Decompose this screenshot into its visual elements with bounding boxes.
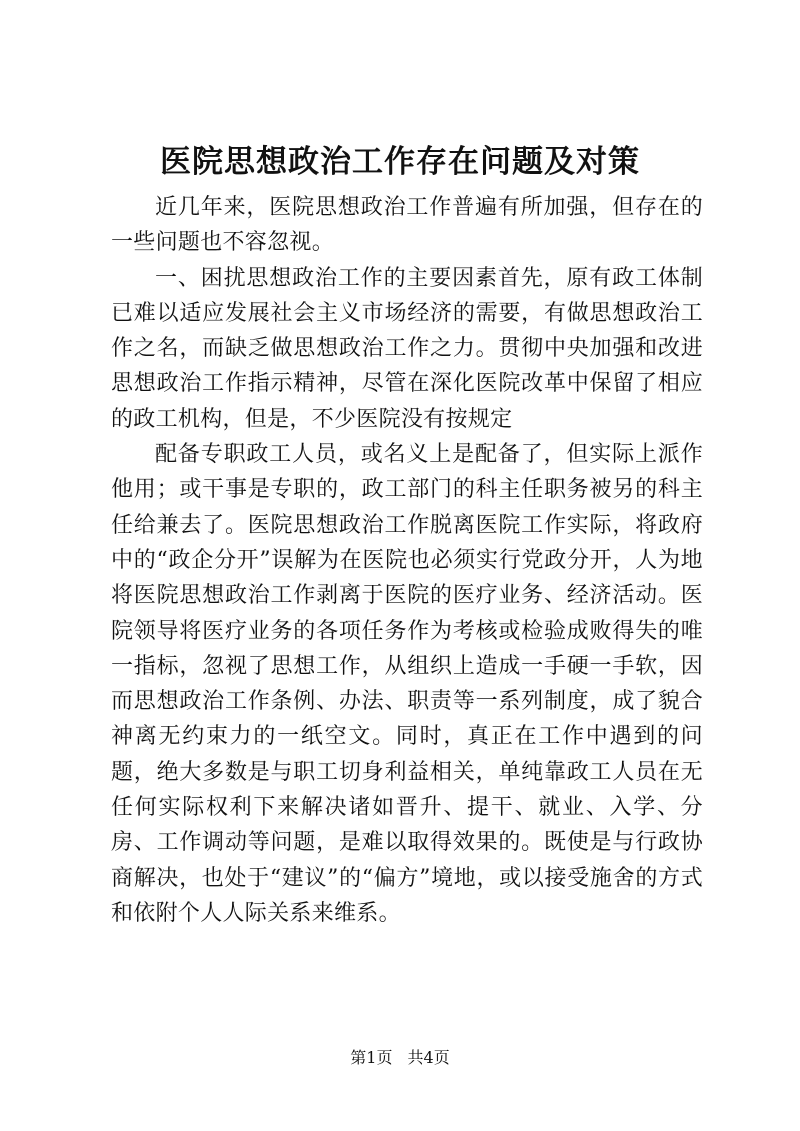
paragraph-section-one: 一、困扰思想政治工作的主要因素首先，原有政工体制已难以适应发展社会主义市场经济的需要，有做思想政治工作之名，而缺乏做思想政治工作之力。贯彻中央加强和改进思想政治工作指示精神，尽管在深化医院改革中保留了相应的政工机构，但是，不少医院没有按规定 (111, 265, 703, 432)
page-total: 共4页 (407, 1048, 450, 1067)
paragraph-intro: 近几年来，医院思想政治工作普遍有所加强，但存在的一些问题也不容忽视。 (111, 195, 703, 256)
paragraph-staffing: 配备专职政工人员，或名义上是配备了，但实际上派作他用；或干事是专职的，政工部门的科主任职务被另的科主任给兼去了。医院思想政治工作脱离医院工作实际，将政府中的“政企分开”误解为在医院也必须实行党政分开，人为地将医院思想政治工作剥离于医院的医疗业务、经济活动。医院领导将医疗业务的各项任务作为考核或检验成败得失的唯一指标，忽视了思想工作，从组织上造成一手硬一手软，因而思想政治工作条例、办法、职责等一系列制度，成了貌合神离无约束力的一纸空文。同时，真正在工作中遇到的问题，绝大多数是与职工切身利益相关，单纯靠政工人员在无任何实际权利下来解决诸如晋升、提干、就业、入学、分房、工作调动等问题，是难以取得效果的。既使是与行政协商解决，也处于“建议”的“偏方”境地，或以接受施舍的方式和依附个人人际关系来维系。 (111, 442, 703, 926)
page-number: 第1页 (350, 1048, 393, 1067)
page-footer (0, 1046, 800, 1070)
document-title: 医院思想政治工作存在问题及对策 (160, 144, 640, 180)
document-body (111, 190, 703, 931)
